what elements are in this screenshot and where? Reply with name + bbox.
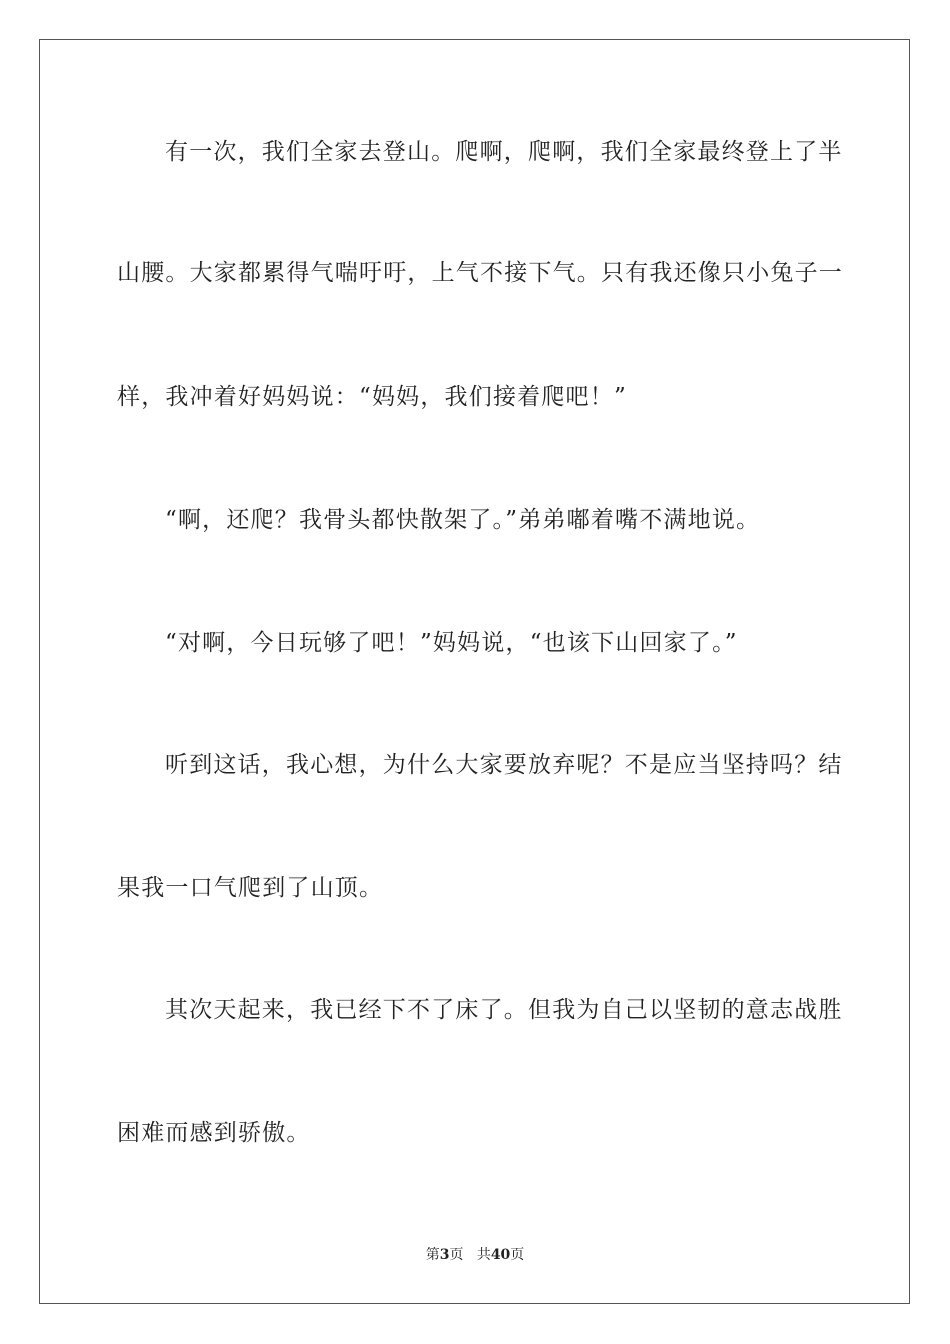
total-suffix: 页 xyxy=(510,1247,525,1263)
page-border xyxy=(39,39,910,1304)
total-prefix: 共 xyxy=(476,1247,491,1263)
paragraph-1-line-3: 样，我冲着好妈妈说：“妈妈，我们接着爬吧！” xyxy=(117,384,627,410)
paragraph-2: “啊，还爬？我骨头都快散架了。”弟弟嘟着嘴不满地说。 xyxy=(165,507,761,533)
paragraph-5-line-2: 困难而感到骄傲。 xyxy=(117,1120,311,1146)
paragraph-4-line-1: 听到这话，我心想，为什么大家要放弃呢？不是应当坚持吗？结 xyxy=(165,752,843,778)
page-suffix: 页 xyxy=(449,1247,464,1263)
paragraph-1-line-1: 有一次，我们全家去登山。爬啊，爬啊，我们全家最终登上了半 xyxy=(165,139,843,165)
page-prefix: 第 xyxy=(425,1247,440,1263)
total-pages: 40 xyxy=(490,1247,511,1263)
page-number: 3 xyxy=(439,1247,450,1263)
page-footer xyxy=(0,1245,950,1265)
paragraph-3: “对啊，今日玩够了吧！”妈妈说，“也该下山回家了。” xyxy=(165,630,738,656)
paragraph-4-line-2: 果我一口气爬到了山顶。 xyxy=(117,875,384,901)
paragraph-5-line-1: 其次天起来，我已经下不了床了。但我为自己以坚韧的意志战胜 xyxy=(165,997,843,1023)
paragraph-1-line-2: 山腰。大家都累得气喘吁吁，上气不接下气。只有我还像只小兔子一 xyxy=(117,260,843,286)
